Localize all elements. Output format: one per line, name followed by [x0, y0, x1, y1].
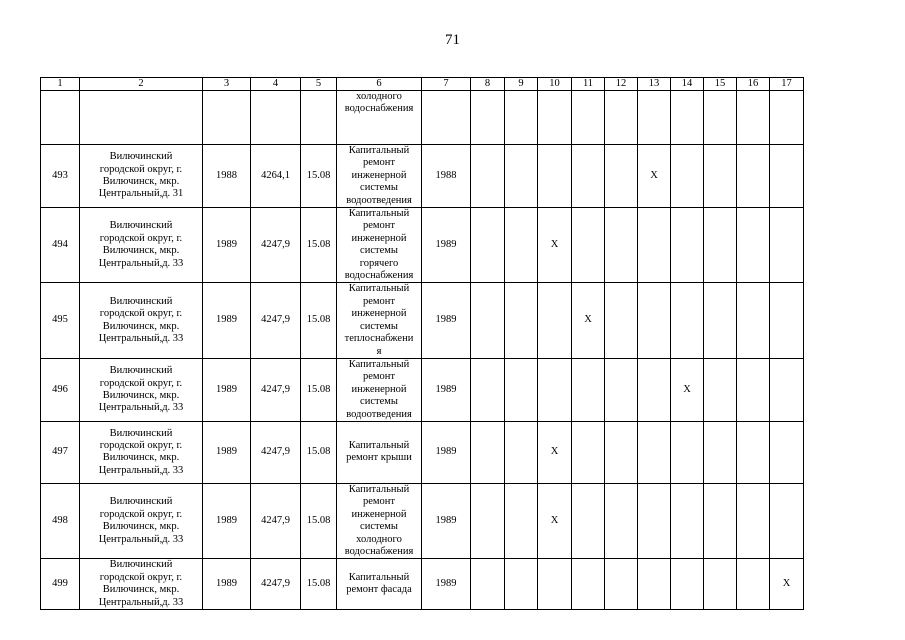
work-type-line: водоснабжения — [344, 545, 414, 557]
period-cell — [737, 208, 770, 283]
table-row — [41, 358, 804, 421]
period-cell — [471, 91, 505, 145]
period-cell — [671, 91, 704, 145]
mark-x-cell: X — [538, 208, 572, 283]
period-cell — [471, 559, 505, 610]
period-cell — [737, 483, 770, 558]
address-line: городской округ, г. — [99, 308, 183, 320]
work-type-line: системы — [360, 521, 398, 533]
period-cell — [572, 421, 605, 483]
address-cell — [80, 91, 203, 145]
work-type-line: ремонт крыши — [346, 452, 412, 464]
area-cell: 4247,9 — [251, 559, 301, 610]
work-type-line: системы — [360, 396, 398, 408]
build-year-cell: 1988 — [203, 145, 251, 208]
address-line: Вилючинский — [109, 496, 173, 508]
column-number-header: 10 — [538, 78, 572, 91]
page-number: 71 — [445, 32, 460, 48]
work-type-line: холодного — [356, 533, 402, 545]
mark-x-cell: X — [572, 283, 605, 358]
work-type-line: инженерной — [351, 308, 407, 320]
date-cell: 15.08 — [301, 421, 337, 483]
period-cell — [572, 145, 605, 208]
mark-x-cell: X — [770, 559, 804, 610]
column-number-header: 6 — [337, 78, 422, 91]
work-type-line: водоотведения — [346, 194, 412, 206]
period-cell — [770, 421, 804, 483]
plan-year-cell — [422, 91, 471, 145]
address-line: Вилючинский — [109, 295, 173, 307]
period-cell — [538, 559, 572, 610]
period-cell — [737, 358, 770, 421]
build-year-cell: 1989 — [203, 483, 251, 558]
work-type-line: Капитальный — [348, 358, 410, 370]
work-type-line: системы — [360, 320, 398, 332]
area-cell: 4247,9 — [251, 358, 301, 421]
period-cell — [605, 358, 638, 421]
area-cell: 4247,9 — [251, 421, 301, 483]
period-cell — [572, 559, 605, 610]
period-cell — [671, 421, 704, 483]
work-type-cell — [337, 208, 422, 283]
period-cell — [572, 208, 605, 283]
period-cell — [605, 91, 638, 145]
address-line: городской округ, г. — [99, 440, 183, 452]
period-cell — [737, 559, 770, 610]
date-cell — [301, 91, 337, 145]
period-cell — [704, 208, 737, 283]
period-cell — [770, 358, 804, 421]
work-type-line: инженерной — [351, 232, 407, 244]
period-cell — [704, 91, 737, 145]
work-type-cell — [337, 421, 422, 483]
work-type-line: водоотведения — [346, 408, 412, 420]
period-cell — [638, 91, 671, 145]
period-cell — [770, 283, 804, 358]
work-type-line: ремонт — [362, 157, 395, 169]
row-number-cell: 499 — [41, 559, 80, 610]
period-cell — [605, 421, 638, 483]
address-line: Центральный,д. 33 — [98, 533, 184, 545]
work-type-line: Капитальный — [348, 283, 410, 295]
period-cell — [605, 483, 638, 558]
row-number-cell — [41, 91, 80, 145]
column-number-header: 17 — [770, 78, 804, 91]
period-cell — [505, 283, 538, 358]
period-cell — [704, 145, 737, 208]
period-cell — [505, 483, 538, 558]
build-year-cell — [203, 91, 251, 145]
mark-x-cell: X — [671, 358, 704, 421]
address-line: Вилючинск, мкр. — [102, 584, 180, 596]
period-cell — [605, 208, 638, 283]
table-row — [41, 421, 804, 483]
work-type-line: инженерной — [351, 169, 407, 181]
column-number-header: 12 — [605, 78, 638, 91]
date-cell: 15.08 — [301, 145, 337, 208]
address-cell — [80, 421, 203, 483]
address-line: городской округ, г. — [99, 508, 183, 520]
period-cell — [505, 91, 538, 145]
table-row — [41, 283, 804, 358]
work-type-line: ремонт — [362, 371, 395, 383]
work-type-line: горячего — [359, 257, 399, 269]
period-cell — [671, 283, 704, 358]
address-line: Вилючинск, мкр. — [102, 320, 180, 332]
period-cell — [704, 559, 737, 610]
table-row — [41, 208, 804, 283]
work-type-line: Капитальный — [348, 483, 410, 495]
build-year-cell: 1989 — [203, 358, 251, 421]
table-row — [41, 483, 804, 558]
column-number-header: 1 — [41, 78, 80, 91]
period-cell — [638, 421, 671, 483]
work-type-line: ремонт фасада — [346, 584, 412, 596]
column-number-header: 8 — [471, 78, 505, 91]
row-number-cell: 493 — [41, 145, 80, 208]
period-cell — [737, 91, 770, 145]
period-cell — [538, 358, 572, 421]
work-type-cell — [337, 91, 422, 145]
address-line: Центральный,д. 33 — [98, 333, 184, 345]
work-type-line: инженерной — [351, 383, 407, 395]
plan-year-cell: 1989 — [422, 483, 471, 558]
area-cell: 4264,1 — [251, 145, 301, 208]
period-cell — [737, 145, 770, 208]
plan-year-cell: 1989 — [422, 421, 471, 483]
address-line: Вилючинск, мкр. — [102, 389, 180, 401]
work-type-line: я — [376, 345, 382, 357]
date-cell: 15.08 — [301, 283, 337, 358]
period-cell — [605, 559, 638, 610]
date-cell: 15.08 — [301, 208, 337, 283]
column-number-header: 16 — [737, 78, 770, 91]
row-number-cell: 496 — [41, 358, 80, 421]
period-cell — [538, 283, 572, 358]
period-cell — [737, 421, 770, 483]
address-line: Вилючинский — [109, 220, 173, 232]
work-type-line: ремонт — [362, 295, 395, 307]
period-cell — [538, 91, 572, 145]
period-cell — [704, 283, 737, 358]
build-year-cell: 1989 — [203, 559, 251, 610]
column-number-header: 2 — [80, 78, 203, 91]
period-cell — [638, 358, 671, 421]
period-cell — [471, 483, 505, 558]
work-type-line: инженерной — [351, 508, 407, 520]
date-cell: 15.08 — [301, 358, 337, 421]
work-type-cell — [337, 358, 422, 421]
address-line: городской округ, г. — [99, 232, 183, 244]
address-line: Вилючинск, мкр. — [102, 521, 180, 533]
work-type-line: системы — [360, 245, 398, 257]
period-cell — [737, 283, 770, 358]
period-cell — [638, 559, 671, 610]
plan-year-cell: 1988 — [422, 145, 471, 208]
work-type-cell — [337, 559, 422, 610]
date-cell: 15.08 — [301, 559, 337, 610]
period-cell — [638, 208, 671, 283]
address-line: Вилючинск, мкр. — [102, 245, 180, 257]
work-type-line: Капитальный — [348, 571, 410, 583]
address-line: Вилючинский — [109, 365, 173, 377]
row-number-cell: 494 — [41, 208, 80, 283]
column-number-header: 11 — [572, 78, 605, 91]
column-number-header: 7 — [422, 78, 471, 91]
address-line: Вилючинск, мкр. — [102, 452, 180, 464]
address-line: Центральный,д. 33 — [98, 257, 184, 269]
column-number-header: 13 — [638, 78, 671, 91]
date-cell: 15.08 — [301, 483, 337, 558]
address-cell — [80, 283, 203, 358]
work-type-line: холодного — [356, 91, 402, 102]
address-line: городской округ, г. — [99, 377, 183, 389]
area-cell: 4247,9 — [251, 208, 301, 283]
address-cell — [80, 483, 203, 558]
address-line: городской округ, г. — [99, 163, 183, 175]
period-cell — [471, 283, 505, 358]
period-cell — [770, 145, 804, 208]
table-row — [41, 145, 804, 208]
address-cell — [80, 145, 203, 208]
address-line: Центральный,д. 33 — [98, 402, 184, 414]
period-cell — [671, 483, 704, 558]
work-type-line: теплоснабжени — [344, 333, 414, 345]
period-cell — [671, 145, 704, 208]
column-number-header: 15 — [704, 78, 737, 91]
row-number-cell: 498 — [41, 483, 80, 558]
work-type-line: Капитальный — [348, 440, 410, 452]
period-cell — [471, 208, 505, 283]
address-line: Вилючинский — [109, 427, 173, 439]
work-type-line: Капитальный — [348, 208, 410, 220]
period-cell — [471, 421, 505, 483]
work-type-line: Капитальный — [348, 145, 410, 156]
period-cell — [505, 421, 538, 483]
registry-table — [40, 77, 804, 610]
period-cell — [505, 559, 538, 610]
column-number-header: 4 — [251, 78, 301, 91]
period-cell — [605, 283, 638, 358]
address-cell — [80, 559, 203, 610]
work-type-cell — [337, 145, 422, 208]
period-cell — [704, 421, 737, 483]
plan-year-cell: 1989 — [422, 358, 471, 421]
mark-x-cell: X — [538, 421, 572, 483]
period-cell — [572, 91, 605, 145]
period-cell — [638, 483, 671, 558]
period-cell — [704, 483, 737, 558]
period-cell — [638, 283, 671, 358]
period-cell — [572, 483, 605, 558]
table-row — [41, 559, 804, 610]
address-cell — [80, 208, 203, 283]
address-line: Центральный,д. 31 — [98, 188, 184, 200]
period-cell — [770, 91, 804, 145]
mark-x-cell: X — [638, 145, 671, 208]
plan-year-cell: 1989 — [422, 559, 471, 610]
period-cell — [605, 145, 638, 208]
work-type-line: системы — [360, 182, 398, 194]
build-year-cell: 1989 — [203, 421, 251, 483]
mark-x-cell: X — [538, 483, 572, 558]
work-type-line: водоснабжения — [344, 270, 414, 282]
period-cell — [572, 358, 605, 421]
address-line: городской округ, г. — [99, 571, 183, 583]
period-cell — [471, 145, 505, 208]
address-line: Вилючинский — [109, 559, 173, 571]
plan-year-cell: 1989 — [422, 283, 471, 358]
address-line: Вилючинск, мкр. — [102, 176, 180, 188]
work-type-line: водоснабжения — [344, 103, 414, 115]
area-cell: 4247,9 — [251, 483, 301, 558]
period-cell — [770, 483, 804, 558]
period-cell — [505, 208, 538, 283]
column-number-header: 9 — [505, 78, 538, 91]
build-year-cell: 1989 — [203, 208, 251, 283]
plan-year-cell: 1989 — [422, 208, 471, 283]
continuation-row — [41, 91, 804, 145]
area-cell — [251, 91, 301, 145]
work-type-cell — [337, 283, 422, 358]
column-number-header: 3 — [203, 78, 251, 91]
build-year-cell: 1989 — [203, 283, 251, 358]
work-type-line: ремонт — [362, 496, 395, 508]
period-cell — [671, 208, 704, 283]
period-cell — [538, 145, 572, 208]
period-cell — [671, 559, 704, 610]
column-number-header: 14 — [671, 78, 704, 91]
period-cell — [505, 145, 538, 208]
period-cell — [770, 208, 804, 283]
work-type-cell — [337, 483, 422, 558]
address-line: Вилючинский — [109, 151, 173, 163]
row-number-cell: 495 — [41, 283, 80, 358]
column-number-row — [41, 78, 804, 91]
row-number-cell: 497 — [41, 421, 80, 483]
work-type-line: ремонт — [362, 220, 395, 232]
column-number-header: 5 — [301, 78, 337, 91]
area-cell: 4247,9 — [251, 283, 301, 358]
address-cell — [80, 358, 203, 421]
period-cell — [704, 358, 737, 421]
address-line: Центральный,д. 33 — [98, 464, 184, 476]
period-cell — [471, 358, 505, 421]
address-line: Центральный,д. 33 — [98, 596, 184, 608]
period-cell — [505, 358, 538, 421]
